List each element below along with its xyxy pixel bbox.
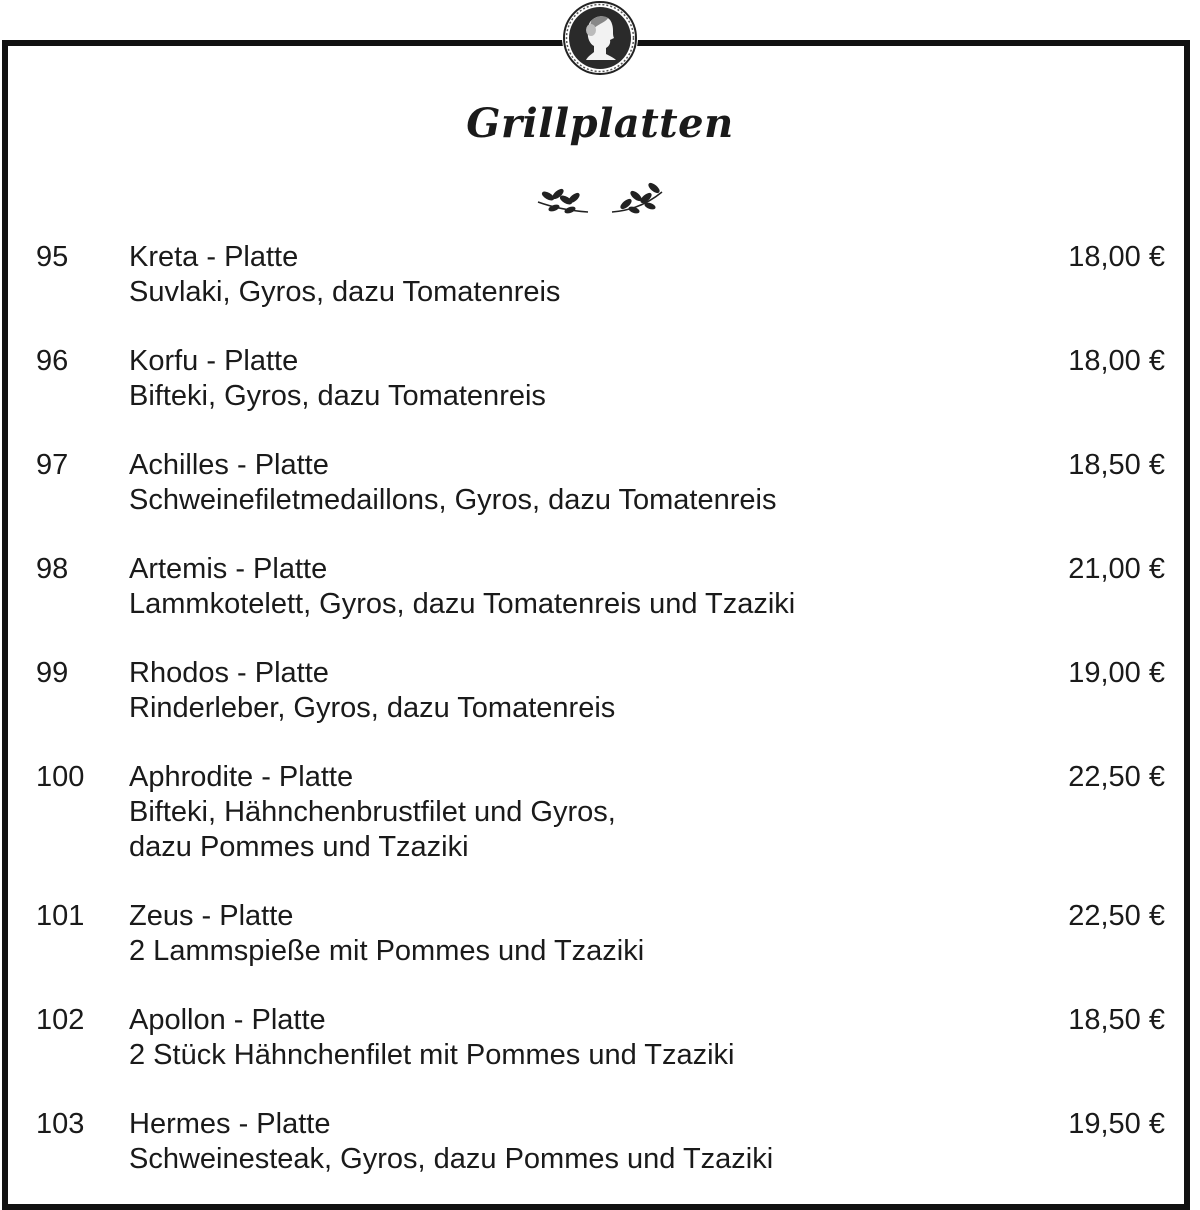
item-number: 99 — [36, 657, 69, 689]
item-name: Kreta - Platte — [129, 241, 299, 273]
item-name: Artemis - Platte — [129, 553, 328, 585]
item-number: 103 — [36, 1108, 85, 1140]
page-title: Grillplatten — [466, 100, 734, 147]
item-name: Rhodos - Platte — [129, 657, 329, 689]
item-description: 2 Lammspieße mit Pommes und Tzaziki — [129, 935, 645, 967]
item-number: 98 — [36, 553, 69, 585]
item-number: 102 — [36, 1004, 85, 1036]
item-name: Achilles - Platte — [129, 449, 329, 481]
item-number: 101 — [36, 900, 85, 932]
item-price: 22,50 € — [1068, 761, 1165, 793]
item-name: Aphrodite - Platte — [129, 761, 354, 793]
item-price: 18,50 € — [1068, 449, 1165, 481]
item-name: Apollon - Platte — [129, 1004, 326, 1036]
item-price: 19,50 € — [1068, 1108, 1165, 1140]
item-price: 18,50 € — [1068, 1004, 1165, 1036]
item-price: 22,50 € — [1068, 900, 1165, 932]
item-description: Bifteki, Gyros, dazu Tomatenreis — [129, 380, 546, 412]
item-description: Bifteki, Hähnchenbrustfilet und Gyros, — [129, 796, 616, 828]
item-description: 2 Stück Hähnchenfilet mit Pommes und Tzaziki — [129, 1039, 735, 1071]
item-number: 95 — [36, 241, 69, 273]
item-description: Lammkotelett, Gyros, dazu Tomatenreis und Tzaziki — [129, 588, 796, 620]
goddess-medallion-icon — [562, 0, 638, 76]
item-price: 19,00 € — [1068, 657, 1165, 689]
item-number: 96 — [36, 345, 69, 377]
item-price: 18,00 € — [1068, 241, 1165, 273]
item-description: Schweinesteak, Gyros, dazu Pommes und Tzaziki — [129, 1143, 774, 1175]
item-description: Schweinefiletmedaillons, Gyros, dazu Tomatenreis — [129, 484, 777, 516]
item-price: 21,00 € — [1068, 553, 1165, 585]
item-number: 100 — [36, 761, 85, 793]
item-price: 18,00 € — [1068, 345, 1165, 377]
item-name: Zeus - Platte — [129, 900, 294, 932]
item-description: Suvlaki, Gyros, dazu Tomatenreis — [129, 276, 561, 308]
item-name: Hermes - Platte — [129, 1108, 331, 1140]
item-name: Korfu - Platte — [129, 345, 299, 377]
item-number: 97 — [36, 449, 69, 481]
olive-branch-icon — [530, 176, 670, 220]
item-description: Rinderleber, Gyros, dazu Tomatenreis — [129, 692, 616, 724]
item-description-line2: dazu Pommes und Tzaziki — [129, 831, 469, 863]
